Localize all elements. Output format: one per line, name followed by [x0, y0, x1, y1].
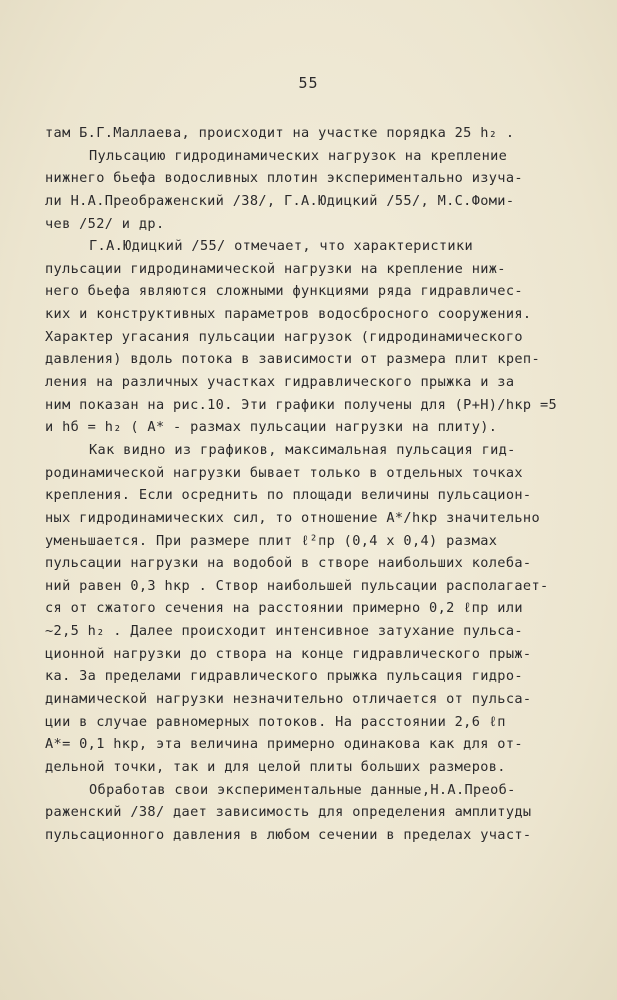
text-line: чев /52/ и др.: [45, 215, 165, 232]
text-line: пульсации нагрузки на водобой в створе наибольших колеба-: [45, 555, 532, 572]
text-line: пульсации гидродинамической нагрузки на крепление ниж-: [45, 260, 506, 277]
text-line: Характер угасания пульсации нагрузок (гидродинамического: [45, 328, 523, 345]
text-line: ли Н.А.Преображенский /38/, Г.А.Юдицкий /55/, М.С.Фоми-: [45, 192, 515, 209]
text-line: уменьшается. При размере плит ℓ²пр (0,4 х 0,4) размах: [45, 532, 498, 549]
text-line: нижнего бьефа водосливных плотин экспериментально изуча-: [45, 170, 523, 187]
text-line: Как видно из графиков, максимальная пульсация гид-: [89, 441, 516, 458]
text-line: Пульсацию гидродинамических нагрузок на крепление: [89, 147, 508, 164]
text-line: крепления. Если осреднить по площади величины пульсацион-: [45, 487, 532, 504]
text-line: ных гидродинамических сил, то отношение A*/hкр значительно: [45, 509, 540, 526]
text-line: Г.А.Юдицкий /55/ отмечает, что характеристики: [89, 238, 474, 255]
text-line: ких и конструктивных параметров водосбросного сооружения.: [45, 306, 532, 323]
text-line: динамической нагрузки незначительно отличается от пульса-: [45, 691, 532, 708]
text-line: Обработав свои экспериментальные данные,Н.А.Преоб-: [89, 781, 516, 798]
page-number: 55: [298, 74, 319, 92]
text-line: ции в случае равномерных потоков. На расстоянии 2,6 ℓп: [45, 713, 506, 730]
text-line: родинамической нагрузки бывает только в отдельных точках: [45, 464, 523, 481]
text-line: ~2,5 h₂ . Далее происходит интенсивное затухание пульса-: [45, 623, 523, 640]
text-line: раженский /38/ дает зависимость для определения амплитуды: [45, 804, 532, 821]
text-line: пульсационного давления в любом сечении в пределах участ-: [45, 826, 532, 843]
text-line: ся от сжатого сечения на расстоянии примерно 0,2 ℓпр или: [45, 600, 523, 617]
text-line: A*= 0,1 hкр, эта величина примерно одинакова как для от-: [45, 736, 523, 753]
text-line: ления на различных участках гидравлического прыжка и за: [45, 374, 515, 391]
text-line: ний равен 0,3 hкр . Створ наибольшей пульсации располагает-: [45, 577, 549, 594]
text-line: ка. За пределами гидравлического прыжка пульсация гидро-: [45, 668, 523, 685]
text-line: ционной нагрузки до створа на конце гидравлического прыж-: [45, 645, 532, 662]
body-text: [45, 122, 585, 847]
text-line: и hб = h₂ ( A* - размах пульсации нагрузки на плиту).: [45, 419, 498, 436]
text-line: дельной точки, так и для целой плиты больших размеров.: [45, 758, 506, 775]
text-line: там Б.Г.Маллаева, происходит на участке порядка 25 h₂ .: [45, 125, 515, 141]
text-line: давления) вдоль потока в зависимости от размера плит креп-: [45, 351, 540, 368]
text-line: ним показан на рис.10. Эти графики получены для (P+H)/hкр =5: [45, 396, 558, 413]
text-line: него бьефа являются сложными функциями ряда гидравличес-: [45, 283, 523, 300]
